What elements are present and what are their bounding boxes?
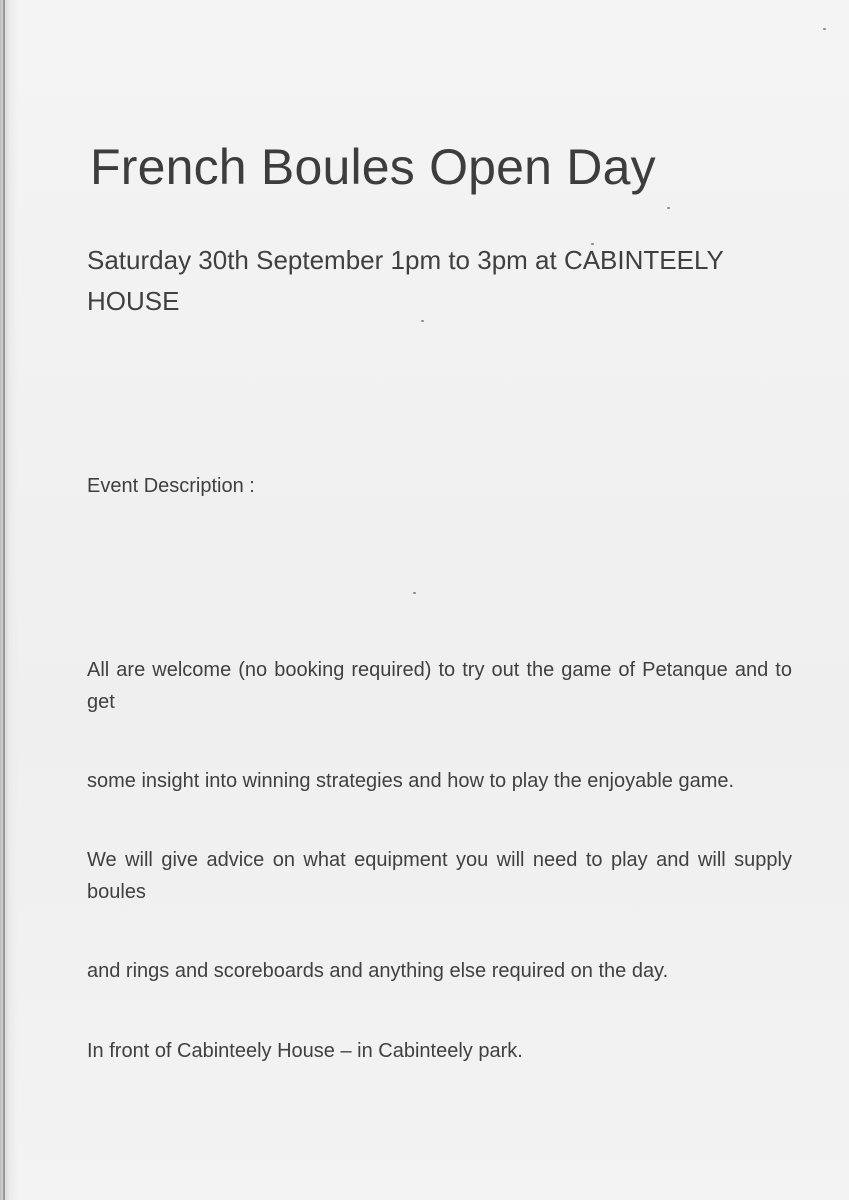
section-label: Event Description : <box>87 475 255 497</box>
scan-speck <box>591 243 594 245</box>
scan-speck <box>421 320 424 322</box>
page-edge-line <box>3 0 5 1200</box>
paragraph-equipment: We will give advice on what equipment you will need to play and will supply boules <box>87 849 792 903</box>
page-title: French Boules Open Day <box>90 139 656 195</box>
paragraph-insight: some insight into winning strategies and how to play the enjoyable game. <box>87 770 735 792</box>
event-date-location: Saturday 30th September 1pm to 3pm at CABINTEELY HOUSE <box>87 245 724 316</box>
paragraph-welcome: All are welcome (no booking required) to try out the game of Petanque and to get <box>87 659 792 713</box>
paragraph-supplies: and rings and scoreboards and anything else required on the day. <box>87 960 669 982</box>
paragraph-location: In front of Cabinteely House – in Cabinteely park. <box>87 1040 523 1062</box>
scan-speck <box>413 592 416 594</box>
scan-speck <box>667 207 670 209</box>
scan-speck <box>823 28 826 30</box>
